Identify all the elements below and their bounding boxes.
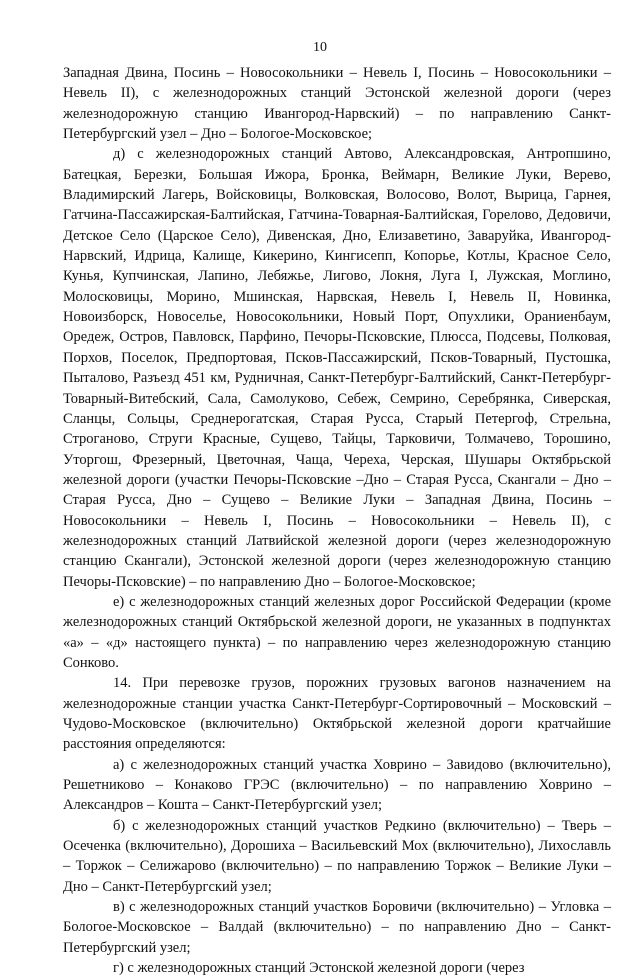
- paragraph-continuation: Западная Двина, Посинь – Новосокольники – Невель I, Посинь – Новосокольники – Невель II), с железнодорожных станций Эстонской железной дороги (через железнодорожную станцию Ивангород-Нарвский) – по направлению Санкт-Петербургский узел – Дно – Бологое-Московское;: [63, 65, 611, 143]
- paragraph-point-14-v: в) с железнодорожных станций участков Боровичи (включительно) – Угловка – Бологое-Московское – Валдай (включительно) – по направлению Дно – Санкт-Петербургский узел;: [63, 899, 611, 956]
- document-body: [63, 63, 611, 978]
- paragraph-point-14: 14. При перевозке грузов, порожних грузовых вагонов назначением на железнодорожные станции участка Санкт-Петербург-Сортировочный – Московский – Чудово-Московское (включительно) Октябрьской железной дороги кратчайшие расстояния определяются:: [63, 675, 611, 753]
- paragraph-item-d: д) с железнодорожных станций Автово, Александровская, Антропшино, Батецкая, Березки, Большая Ижора, Бронка, Веймарн, Великие Луки, Верево, Владимирский Лагерь, Войсковицы, Волковская, Волосово, Волот, Вырица, Гарнея, Гатчина-Пассажирская-Балтийская, Гатчина-Товарная-Балтийская, Горелово, Дедовичи, Детское Село (Царское Село), Дивенская, Дно, Елизаветино, Заваруйка, Ивангород-Нарвский, Идрица, Калище, Кикерино, Кингисепп, Копорье, Котлы, Красное Село, Кунья, Купчинская, Лапино, Лебяжье, Лигово, Локня, Луга I, Лужская, Моглино, Молосковицы, Морино, Мшинская, Нарвская, Невель I, Невель II, Новинка, Новоизборск, Новоселье, Новосокольники, Новый Порт, Опухлики, Ораниенбаум, Оредеж, Остров, Павловск, Парфино, Печоры-Псковские, Плюсса, Подсевы, Полковая, Порхов, Поселок, Предпортовая, Псков-Пассажирский, Псков-Товарный, Пустошка, Пыталово, Разъезд 451 км, Рудничная, Санкт-Петербург-Балтийский, Санкт-Петербург-Товарный-Витебский, Сала, Самолуково, Себеж, Семрино, Серебрянка, Сиверская, Сланцы, Сольцы, Среднерогатская, Старая Русса, Старый Петергоф, Стрельна, Строганово, Струги Красные, Сущево, Тайцы, Тарковичи, Толмачево, Торошино, Уторгош, Фрезерный, Цветочная, Чаща, Череха, Черская, Шушары Октябрьской железной дороги (участки Печоры-Псковские –Дно – Старая Русса, Скангали – Дно – Старая Русса, Дно – Сущево – Великие Луки – Западная Двина, Посинь – Новосокольники – Невель I, Посинь – Новосокольники – Невель II), с железнодорожных станций Латвийской железной дороги (через железнодорожную станцию Скангали), Эстонской железной дороги (через железнодорожную станцию Печоры-Псковские) – по направлению Дно – Бологое-Московское;: [63, 146, 611, 590]
- paragraph-point-14-a: а) с железнодорожных станций участка Ховрино – Завидово (включительно), Решетниково – Конаково ГРЭС (включительно) – по направлению Ховрино – Александров – Кошта – Санкт-Петербургский узел;: [63, 756, 611, 814]
- paragraph-item-e: е) с железнодорожных станций железных дорог Российской Федерации (кроме железнодорожных станций Октябрьской железной дороги, не указанных в подпунктах «а» – «д» настоящего пункта) – по направлению через железнодорожную станцию Сонково.: [63, 593, 611, 671]
- page-number: 10: [313, 40, 327, 55]
- paragraph-point-14-g: г) с железнодорожных станций Эстонской железной дороги (через: [113, 960, 525, 977]
- paragraph-point-14-b: б) с железнодорожных станций участков Редкино (включительно) – Тверь – Осеченка (включительно), Дорошиха – Васильевский Мох (включительно), Лихославль – Торжок – Селижарово (включительно) – по направлению Торжок – Великие Луки – Дно – Санкт-Петербургский узел;: [63, 817, 611, 895]
